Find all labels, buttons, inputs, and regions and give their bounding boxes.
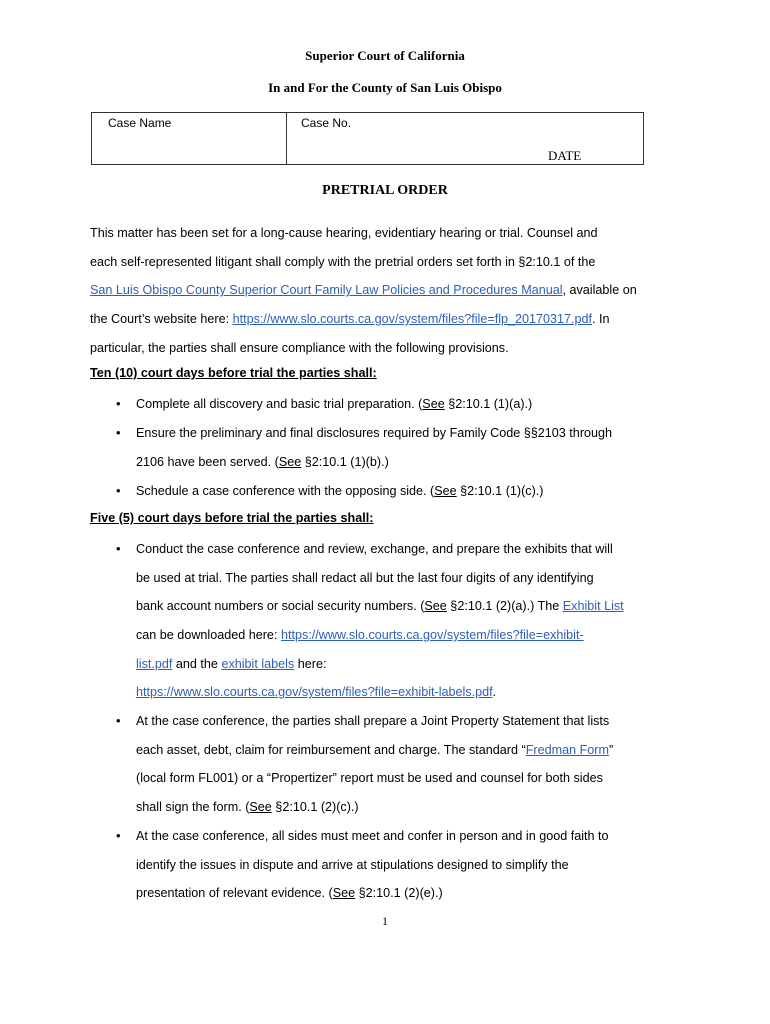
list-text: here: xyxy=(294,656,327,671)
case-info-box xyxy=(91,112,644,165)
list-item-line xyxy=(136,879,696,908)
list-text: §2:10.1 (2)(e).) xyxy=(355,886,443,901)
intro-line: This matter has been set for a long-cause hearing, evidentiary hearing or trial. Counsel and xyxy=(90,226,598,240)
date-label: DATE xyxy=(548,148,582,163)
intro-line xyxy=(90,276,690,305)
list-text: . xyxy=(492,685,497,700)
manual-url-link[interactable]: https://www.slo.courts.ca.gov/system/files?file=flp_20170317.pdf xyxy=(232,312,593,327)
list-item-line xyxy=(136,621,696,650)
ten-day-heading xyxy=(90,366,377,380)
case-number-label: Case No. xyxy=(301,116,352,130)
page-number: 1 xyxy=(382,914,388,928)
list-text: §2:10.1 (1)(c).) xyxy=(456,484,544,498)
see-reference: See xyxy=(422,397,445,411)
intro-text: . In xyxy=(592,312,610,327)
intro-line xyxy=(90,305,690,334)
intro-line: each self-represented litigant shall comply with the pretrial orders set forth in §2:10.1 of the xyxy=(90,254,596,269)
exhibit-labels-url-link[interactable]: https://www.slo.courts.ca.gov/system/files?file=exhibit-labels.pdf xyxy=(136,685,493,700)
order-title: PRETRIAL ORDER xyxy=(322,183,448,198)
list-item-line: be used at trial. The parties shall redact all but the last four digits of any identifying xyxy=(136,570,594,585)
exhibit-list-url-link[interactable]: https://www.slo.courts.ca.gov/system/files?file=exhibit- xyxy=(280,628,584,643)
list-item-line: Ensure the preliminary and final disclosures required by Family Code §§2103 through xyxy=(136,426,613,440)
list-item-line: identify the issues in dispute and arrive at stipulations designed to simplify the xyxy=(136,857,569,872)
list-text: and the xyxy=(172,656,222,671)
heading-colon: : xyxy=(369,511,374,525)
five-day-heading xyxy=(90,511,373,525)
list-item-line: Conduct the case conference and review, exchange, and prepare the exhibits that will xyxy=(136,542,613,556)
list-item xyxy=(136,707,696,822)
intro-line: particular, the parties shall ensure compliance with the following provisions. xyxy=(90,340,509,355)
see-reference: See xyxy=(434,484,457,498)
see-reference: See xyxy=(278,454,302,469)
intro-paragraph xyxy=(90,219,690,362)
list-item-line xyxy=(136,736,696,765)
list-item-line xyxy=(136,793,696,822)
list-item-line xyxy=(136,678,696,707)
exhibit-labels-link[interactable]: exhibit labels xyxy=(221,656,295,671)
bullet-icon: • xyxy=(116,425,121,440)
bullet-icon: • xyxy=(116,828,121,843)
list-item-line xyxy=(136,448,696,477)
fredman-form-link[interactable]: Fredman Form xyxy=(525,742,609,757)
list-text: bank account numbers or social security numbers. ( xyxy=(136,599,425,614)
exhibit-list-link[interactable]: Exhibit List xyxy=(562,599,624,614)
family-law-manual-link[interactable]: San Luis Obispo County Superior Court Family Law Policies and Procedures Manual xyxy=(90,283,563,298)
list-text: §2:10.1 (1)(a).) xyxy=(444,397,533,411)
list-item xyxy=(136,822,696,908)
intro-text: the Court’s website here: xyxy=(90,312,233,327)
see-reference: See xyxy=(249,800,272,815)
list-text: can be downloaded here: xyxy=(136,628,281,643)
list-item xyxy=(136,390,696,419)
bullet-icon: • xyxy=(116,541,121,556)
ten-day-heading-text: Ten (10) court days before trial the parties shall xyxy=(90,366,373,380)
list-item-line xyxy=(136,477,696,506)
heading-colon: : xyxy=(372,366,377,380)
see-reference: See xyxy=(424,599,447,614)
bullet-icon: • xyxy=(116,713,121,728)
court-title: Superior Court of California xyxy=(305,48,465,63)
list-item-line xyxy=(136,592,696,621)
bullet-icon: • xyxy=(116,483,121,498)
list-item-line: At the case conference, the parties shall prepare a Joint Property Statement that lists xyxy=(136,714,610,728)
list-text: Schedule a case conference with the opposing side. ( xyxy=(136,484,435,498)
five-day-heading-text: Five (5) court days before trial the parties shall xyxy=(90,511,370,525)
list-item-line: (local form FL001) or a “Propertizer” report must be used and counsel for both sides xyxy=(136,771,603,786)
case-name-label: Case Name xyxy=(108,116,172,130)
bullet-icon: • xyxy=(116,396,121,411)
intro-text: , available on xyxy=(562,283,637,298)
list-text: 2106 have been served. ( xyxy=(136,454,279,469)
list-text: §2:10.1 (1)(b).) xyxy=(301,454,389,469)
list-item-line xyxy=(136,390,696,419)
list-text: presentation of relevant evidence. ( xyxy=(136,886,333,901)
list-text: §2:10.1 (2)(a).) The xyxy=(446,599,563,614)
list-item-line: At the case conference, all sides must meet and confer in person and in good faith to xyxy=(136,829,609,843)
case-box-divider xyxy=(286,113,287,165)
list-text: ” xyxy=(608,742,614,757)
list-item xyxy=(136,419,696,476)
list-text: shall sign the form. ( xyxy=(136,800,250,815)
list-text: Complete all discovery and basic trial preparation. ( xyxy=(136,397,423,411)
list-text: §2:10.1 (2)(c).) xyxy=(271,800,359,815)
list-item xyxy=(136,535,696,707)
list-text: each asset, debt, claim for reimbursement and charge. The standard “ xyxy=(136,742,526,757)
county-title: In and For the County of San Luis Obispo xyxy=(268,80,502,95)
list-item-line xyxy=(136,650,696,679)
list-item xyxy=(136,477,696,506)
see-reference: See xyxy=(332,886,356,901)
exhibit-list-url-link-continued[interactable]: list.pdf xyxy=(136,656,173,671)
